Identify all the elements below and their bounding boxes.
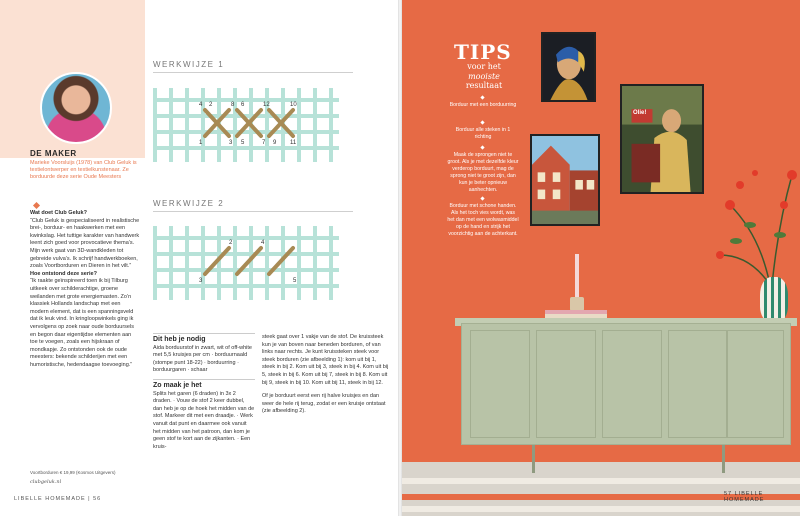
book-price: Voortborduren € 19,99 (Kosmos Uitgevers) — [30, 470, 116, 475]
sideboard-door — [602, 330, 662, 438]
hole-number: 4 — [199, 102, 203, 108]
heading-rule — [153, 379, 255, 380]
sideboard-door — [536, 330, 596, 438]
step-2-rule — [153, 211, 353, 212]
maker-answer-2: “Ik raakte geïnspireerd toen ik bij Tilburg uitkeek over schilderachtige, groene weilanden met grote energiemasten. Zo’n klassiek Hollands landschap met een modern element, dat is een spanningsveld dat ik leuk vind. In kringloopwinkels ging ik vervolgens op zoek naar oude borduursels en begon daar eigentijdse elementen aan toe te voegen, zoals een hijskraan of mondkapje. Zo ontstonden ook de oude meesters: bekende schilderijen met een humoristische, hedendaagse toevoeging.” — [30, 278, 134, 368]
tip-4: Borduur met schone handen. Als het toch vies wordt, was het dan met een wolwasmiddel op de hand en strijk het voorzichtig aan de achterkant. — [447, 203, 519, 237]
step-2-label: WERKWIJZE 2 — [153, 199, 225, 208]
step-1-grid-svg — [153, 82, 353, 168]
folio-right: 57 LIBELLE HOMEMADE — [724, 491, 765, 503]
candle — [575, 254, 579, 298]
plant-branches — [700, 145, 800, 285]
maker-signature: clubgeluk.nl — [30, 479, 62, 485]
hole-number: 8 — [231, 102, 235, 108]
painting-lacemaker — [620, 84, 704, 194]
maker-question-2: Hoe ontstond deze serie? — [30, 270, 97, 277]
sideboard-door — [470, 330, 530, 438]
painting-pearl-earring — [541, 32, 596, 102]
painting-pearl-earring-image — [543, 34, 594, 100]
hole-number: 1 — [199, 140, 203, 146]
striped-vase — [760, 277, 788, 322]
materials-text: Aida borduurstof in zwart, wit of off-white met 5,5 kruisjes per cm · borduurnaald (stompe punt 18-22) · borduurring · borduurgaren · schaar — [153, 344, 252, 374]
maker-title: DE MAKER — [30, 149, 77, 158]
instructions-column — [153, 333, 255, 451]
hole-number: 6 — [241, 102, 245, 108]
hole-number: 9 — [273, 140, 277, 146]
hole-number: 12 — [263, 102, 270, 108]
folio-left: LIBELLE HOMEMADE | 56 — [14, 496, 102, 502]
candle-holder — [570, 297, 584, 311]
hole-number: 11 — [290, 140, 297, 146]
hole-number: 10 — [290, 102, 297, 108]
stitch-text-2: Of je borduurt eerst een rij halve kruisjes en dan weer de hele rij terug, zodat er een kruisje ontstaat (zie afbeelding 2). — [262, 393, 386, 415]
hole-number: 5 — [241, 140, 245, 146]
method-heading: Zo maak je het — [153, 381, 202, 389]
maker-intro: Marieke Voorsluijs (1978) van Club Geluk is textielontwerper en textielkunstenaar. Ze borduurde deze serie Oude Meesters — [30, 160, 137, 180]
hole-number: 3 — [229, 140, 233, 146]
heading-rule — [153, 333, 255, 334]
method-text: Splits het garen (6 draden) in 3x 2 draden. · Vouw de stof 2 keer dubbel, dan heb je op de hoek het midden van de stof. Markeer dit met een draadje. · Werk vanuit dat punt en daarmee ook vanuit het midden van het patroon, dan kom je geen stof te kort aan de zijkanten. · Een kruis- — [153, 390, 255, 450]
painting-sign-text: Olie! — [633, 110, 647, 116]
step-1-rule — [153, 72, 353, 73]
step-2-grid-svg — [153, 220, 353, 306]
rug-stripe — [402, 506, 800, 512]
materials-heading: Dit heb je nodig — [153, 336, 206, 343]
maker-portrait — [40, 72, 112, 144]
sideboard-leg — [722, 445, 725, 473]
painting-lacemaker-image — [622, 86, 702, 192]
tip-1: Borduur met een borduurring — [449, 102, 517, 108]
painting-little-street-image — [532, 136, 598, 224]
stitch-text-1: steek gaat over 1 vakje van de stof. De kruissteek kun je van boven naar beneden borduren, of van links naar rechts. Je kunt kruissteken steek voor steek borduren (zie afbeelding 1): kom uit bij 1, steek in bij 2. Kom uit bij 3, steek in bij 4. Kom uit bij 5, steek in bij 6. Kom uit bij 7, steek in bij 8. Kom uit bij 9, steek in bij 10. Kom uit bij 11, steek in bij 12. — [262, 334, 389, 386]
tip-3: Maak de sprongen niet te groot. Als je met dezelfde kleur verderop borduurt, mag de sprong niet te groot zijn, dan kun je beter opnieuw aanhechten. — [447, 152, 519, 193]
step-2-diagram — [153, 220, 353, 306]
tips-subtitle-line-3: resultaat — [465, 81, 503, 90]
maker-question-1: Wat doet Club Geluk? — [30, 210, 87, 216]
painting-little-street — [530, 134, 600, 226]
maker-interview — [30, 210, 140, 369]
hole-number: 2 — [229, 240, 233, 246]
tip-2: Borduur alle steken in 1 richting — [455, 127, 511, 140]
hole-number: 2 — [209, 102, 213, 108]
step-1-diagram — [153, 82, 353, 168]
tips-subtitle-line-2: mooiste — [468, 71, 500, 81]
hole-number: 4 — [261, 240, 265, 246]
rug-stripe — [402, 478, 800, 484]
sideboard-door — [668, 330, 728, 438]
tips-subtitle-line-1: voor het — [467, 62, 501, 71]
hole-number: 7 — [262, 140, 266, 146]
tips-title: TIPS — [454, 40, 512, 64]
sideboard-door — [726, 330, 784, 438]
maker-answer-1: “Club Geluk is gespecialiseerd in realistische brei-, borduur- en haakwerken met een kwinkslag. Het tuttige karakter van handwerk leent zich goed voor provocatieve thema’s. Mijn werk gaat van 3D-wandkleden tot gebreide vulva’s. Ik schrijf handwerkboeken, zoals Voortborduren en Dieren in het vilt.” — [30, 217, 140, 270]
hole-number: 3 — [199, 278, 203, 284]
sideboard-leg — [532, 445, 535, 473]
instructions-column-2 — [262, 334, 390, 416]
hole-number: 5 — [293, 278, 297, 284]
tips-subtitle — [444, 62, 524, 91]
step-1-label: WERKWIJZE 1 — [153, 60, 225, 69]
